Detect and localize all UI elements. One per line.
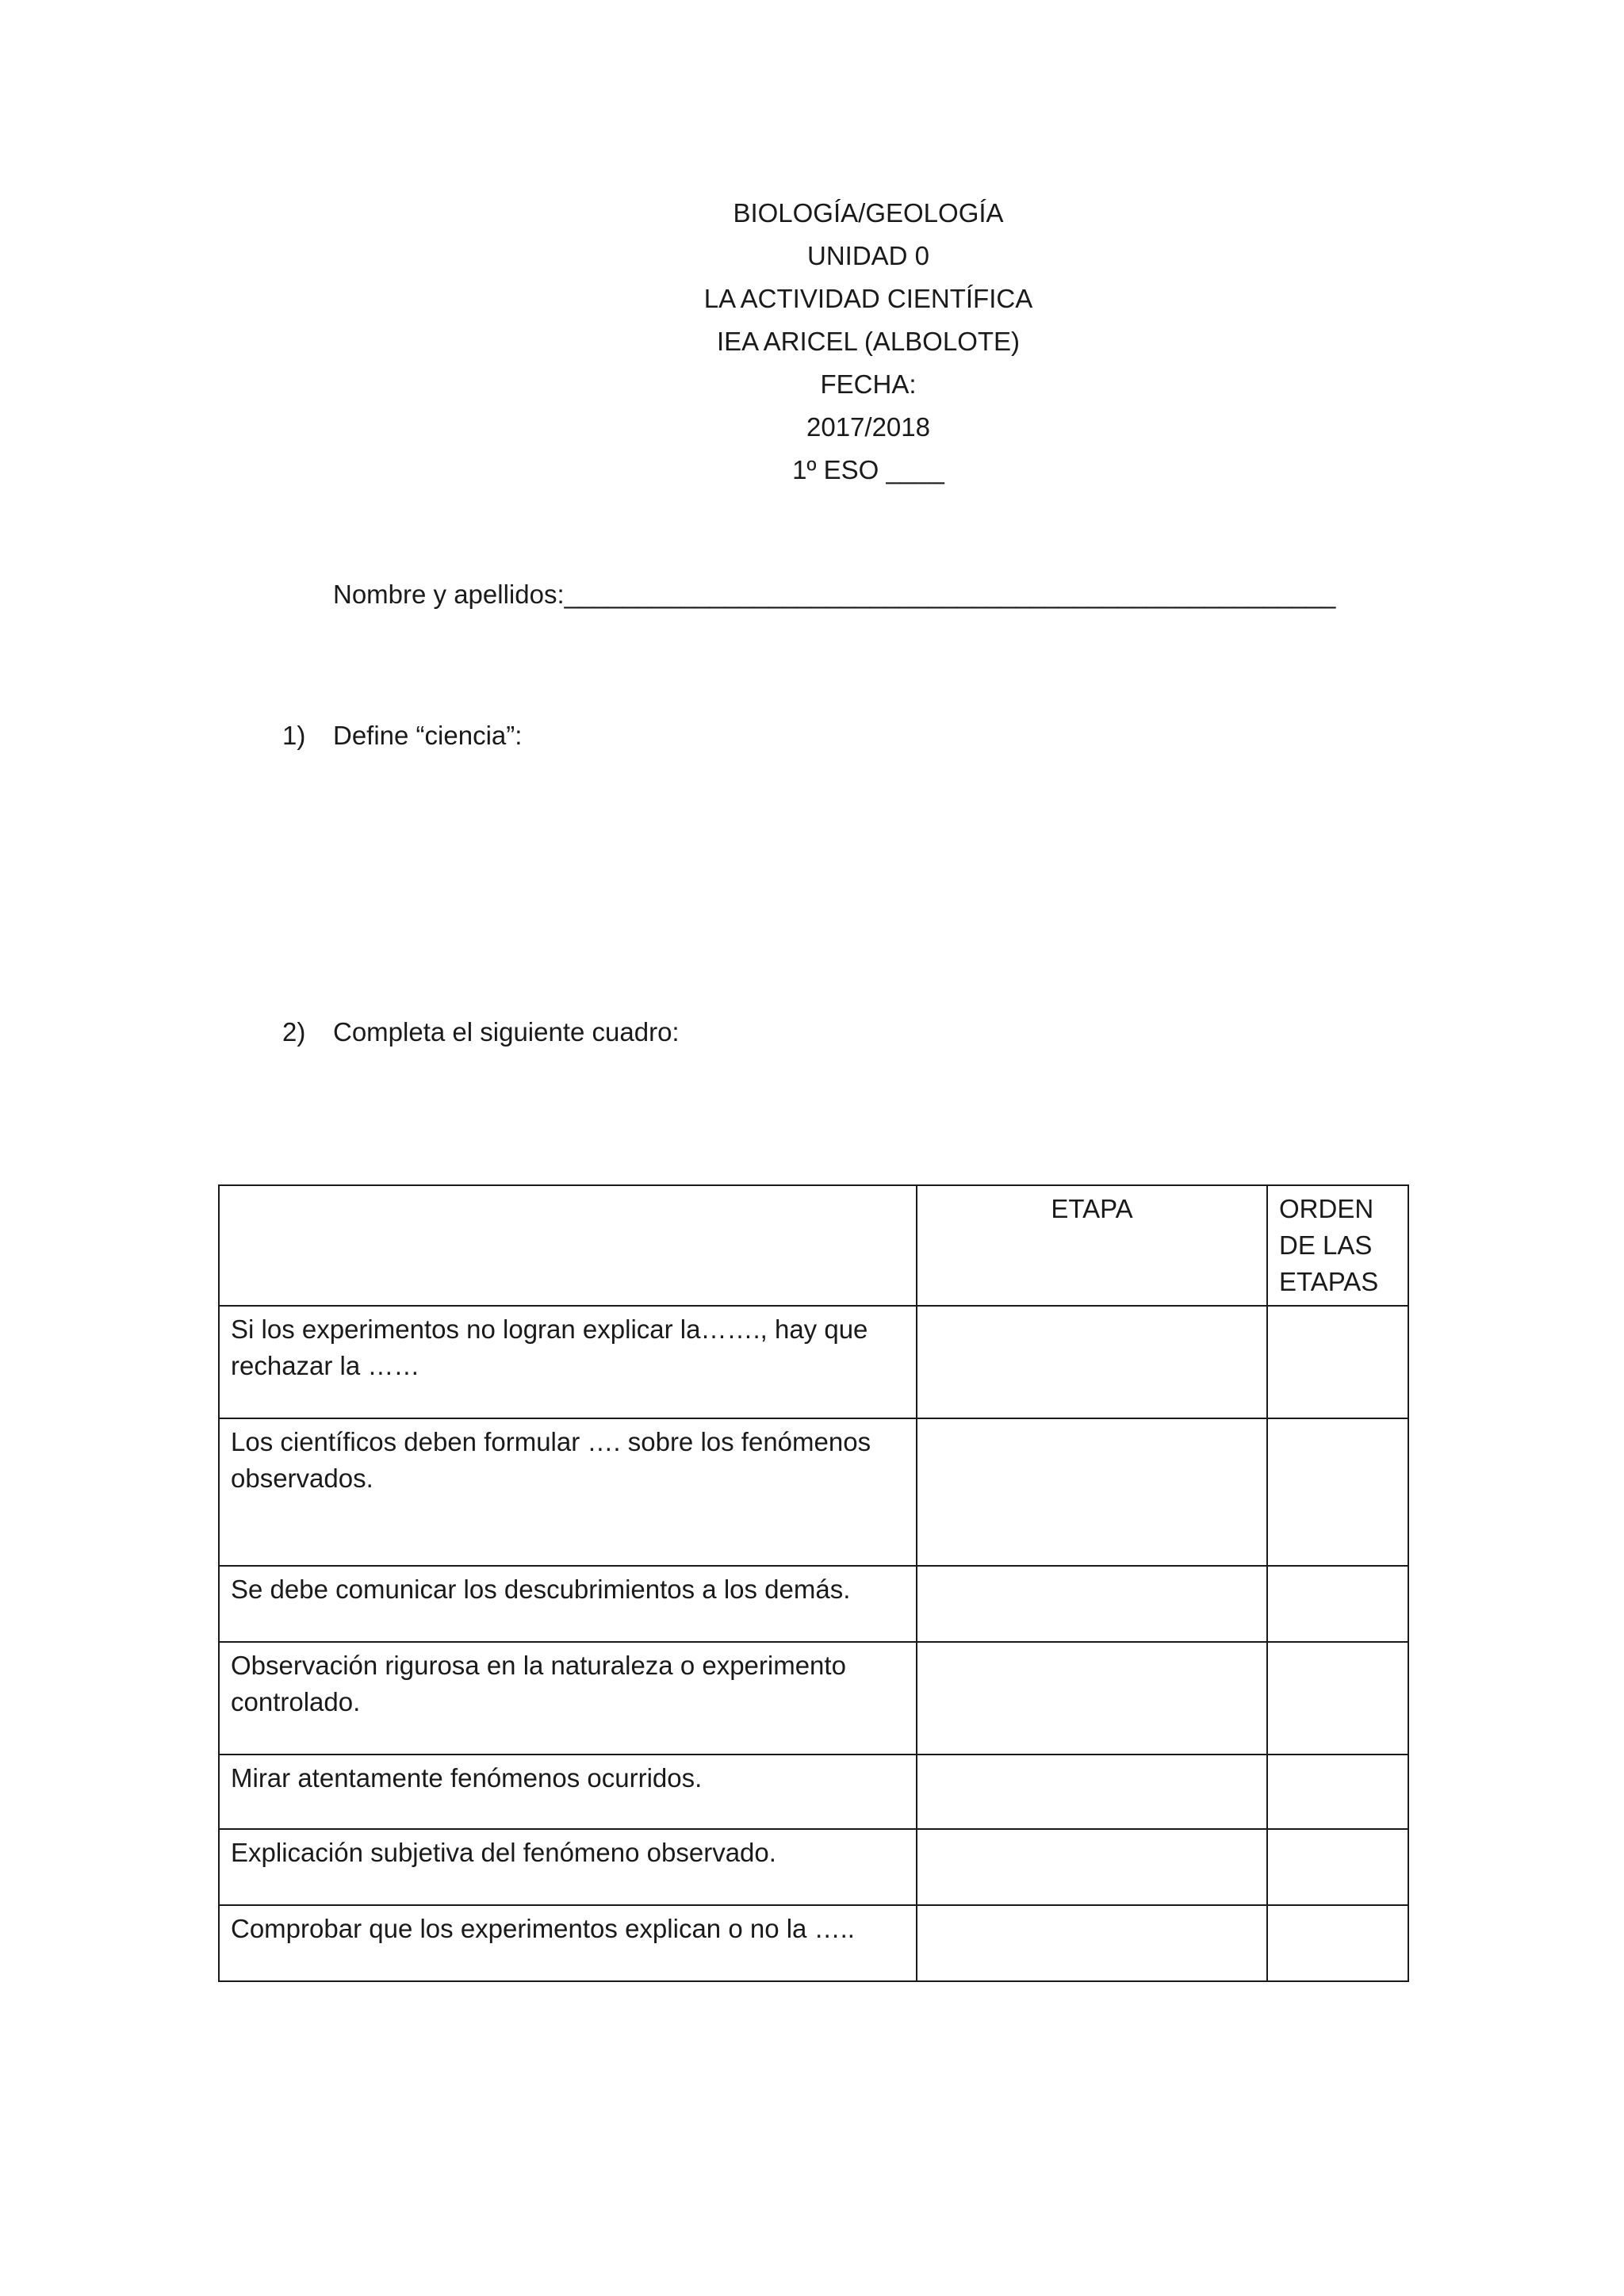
statement-cell: Comprobar que los experimentos explican o no la ….. [219,1905,917,1981]
header-cell-blank [219,1185,917,1306]
question-1-text: Define “ciencia”: [333,721,523,750]
etapa-answer-cell[interactable] [917,1306,1267,1418]
table-row [219,1755,1408,1829]
header-school: IEA ARICEL (ALBOLOTE) [716,327,1021,356]
etapa-answer-cell[interactable] [917,1418,1267,1566]
statement-cell: Si los experimentos no logran explicar la……., hay que rechazar la …… [219,1306,917,1418]
header-date-label: FECHA: [820,369,917,399]
etapa-answer-cell[interactable] [917,1642,1267,1755]
orden-answer-cell[interactable] [1267,1566,1408,1642]
orden-answer-cell[interactable] [1267,1905,1408,1981]
header-cell-orden: ORDEN DE LAS ETAPAS [1267,1185,1408,1306]
orden-answer-cell[interactable] [1267,1755,1408,1829]
table-row [219,1306,1408,1418]
table-row [219,1905,1408,1981]
question-2 [282,1015,680,1050]
header-title: LA ACTIVIDAD CIENTÍFICA [703,284,1033,313]
statement-cell: Observación rigurosa en la naturaleza o experimento controlado. [219,1642,917,1755]
question-1-number: 1) [282,721,306,750]
table-row [219,1418,1408,1566]
statement-cell: Se debe comunicar los descubrimientos a los demás. [219,1566,917,1642]
stages-table [218,1184,1409,1982]
orden-answer-cell[interactable] [1267,1642,1408,1755]
table-header-row [219,1185,1408,1306]
name-field: Nombre y apellidos:_____________________________________________________ [333,580,1336,609]
etapa-answer-cell[interactable] [917,1755,1267,1829]
question-2-number: 2) [282,1017,306,1047]
table-row [219,1642,1408,1755]
statement-cell: Los científicos deben formular …. sobre los fenómenos observados. [219,1418,917,1566]
table-row [219,1566,1408,1642]
orden-answer-cell[interactable] [1267,1418,1408,1566]
statement-cell: Mirar atentamente fenómenos ocurridos. [219,1755,917,1829]
header-subject: BIOLOGÍA/GEOLOGÍA [733,198,1004,228]
table-row [219,1829,1408,1905]
orden-answer-cell[interactable] [1267,1829,1408,1905]
orden-answer-cell[interactable] [1267,1306,1408,1418]
header-course: 1º ESO ____ [792,455,944,484]
etapa-answer-cell[interactable] [917,1566,1267,1642]
statement-cell: Explicación subjetiva del fenómeno observado. [219,1829,917,1905]
header-year: 2017/2018 [806,412,930,442]
etapa-answer-cell[interactable] [917,1829,1267,1905]
question-2-text: Completa el siguiente cuadro: [333,1017,680,1047]
header-unit: UNIDAD 0 [806,241,930,270]
document-header [0,192,1624,492]
question-1 [282,718,522,753]
header-cell-etapa: ETAPA [917,1185,1267,1306]
etapa-answer-cell[interactable] [917,1905,1267,1981]
